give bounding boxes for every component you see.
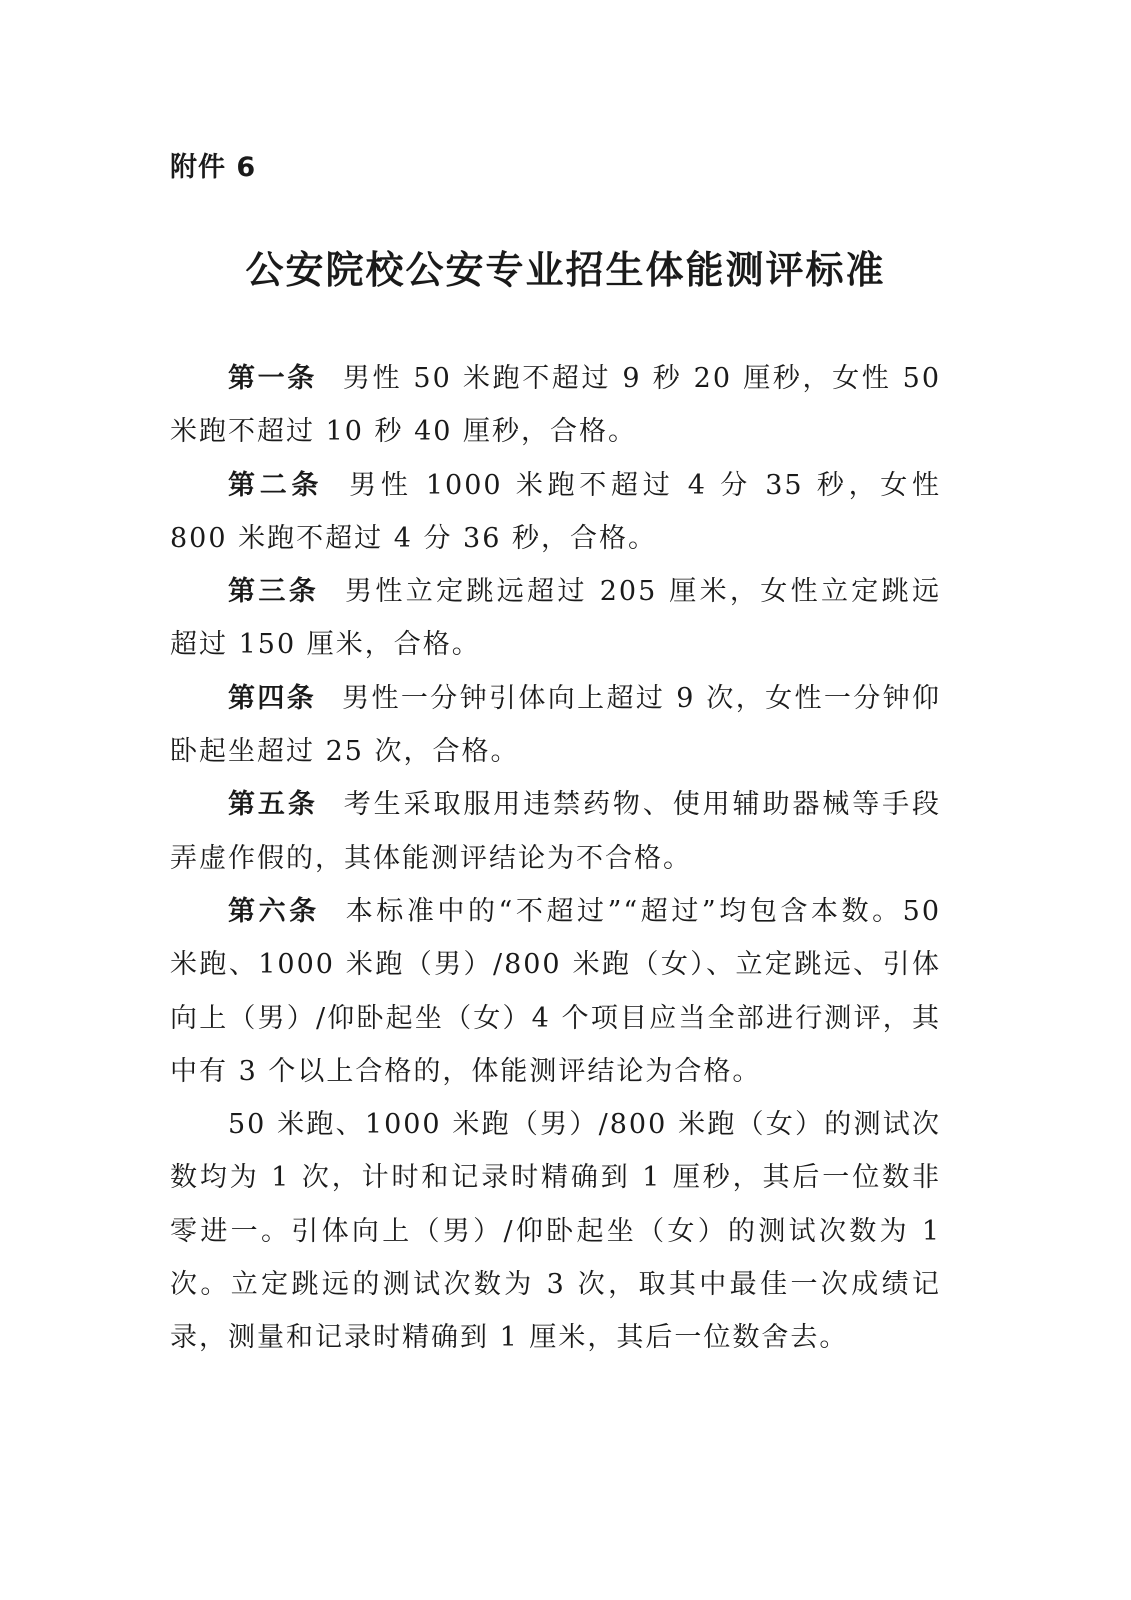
article-text: 考生采取服用违禁药物、使用辅助器械等手段弄虚作假的，其体能测评结论为不合格。 (170, 789, 942, 874)
article-text: 本标准中的“不超过”“超过”均包含本数。50 米跑、1000 米跑（男）/800 米跑（女）、立定跳远、引体向上（男）/仰卧起坐（女）4 个项目应当全部进行测评，其中有 3 个以上合格的，体能测评结论为合格。 (170, 895, 941, 1087)
article-6 (170, 885, 941, 1098)
article-5 (170, 778, 941, 885)
article-text: 男性一分钟引体向上超过 9 次，女性一分钟仰卧起坐超过 25 次，合格。 (170, 682, 942, 768)
article-3 (170, 565, 941, 672)
article-number: 第二条 (228, 469, 324, 501)
article-number: 第六条 (228, 895, 320, 927)
article-2 (170, 459, 941, 566)
article-text: 男性立定跳远超过 205 厘米，女性立定跳远超过 150 厘米，合格。 (170, 576, 942, 661)
article-number: 第五条 (228, 789, 318, 821)
document-title: 公安院校公安专业招生体能测评标准 (245, 248, 886, 292)
article-1 (170, 352, 941, 459)
article-number: 第四条 (228, 682, 317, 714)
article-text: 男性 1000 米跑不超过 4 分 35 秒，女性 800 米跑不超过 4 分 36 秒，合格。 (170, 469, 941, 554)
article-number: 第一条 (228, 363, 317, 394)
article-4 (170, 672, 941, 779)
article-text: 男性 50 米跑不超过 9 秒 20 厘秒，女性 50 米跑不超过 10 秒 40 厘秒，合格。 (170, 363, 942, 448)
closing-paragraph: 50 米跑、1000 米跑（男）/800 米跑（女）的测试次数均为 1 次，计时和记录时精确到 1 厘秒，其后一位数非零进一。引体向上（男）/仰卧起坐（女）的测试次数为 1 次。立定跳远的测试次数为 3 次，取其中最佳一次成绩记录，测量和记录时精确到 1 厘米，其后一位数舍去。 (170, 1109, 941, 1354)
article-number: 第三条 (228, 576, 320, 608)
attachment-label: 附件 6 (170, 152, 257, 183)
document-body (170, 352, 941, 1365)
